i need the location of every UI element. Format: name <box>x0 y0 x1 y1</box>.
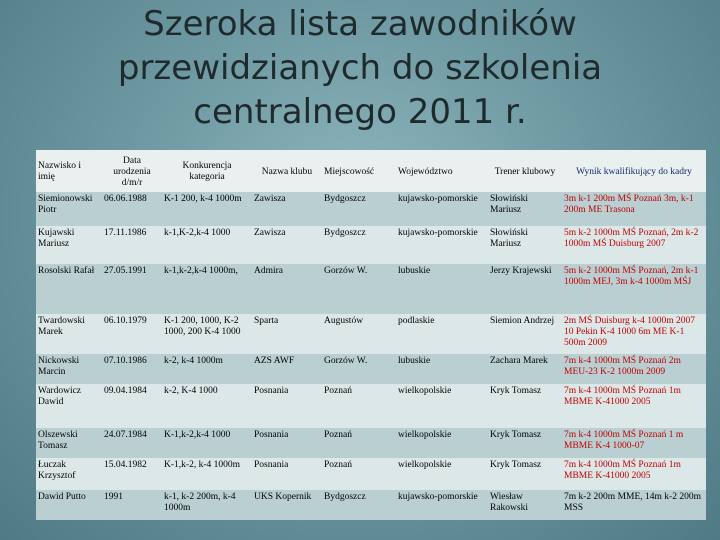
cell-result: 7m k-4 1000m MŚ Poznań 2m MEU-23 K-2 1000m 2009 <box>562 354 706 384</box>
cell-birth: 06.10.1979 <box>102 314 162 354</box>
cell-name: Nickowski Marcin <box>36 354 102 384</box>
cell-name: Siemionowski Piotr <box>36 192 102 226</box>
header-category: Konkurencja kategoria <box>162 150 252 192</box>
cell-coach: Kryk Tomasz <box>488 458 562 490</box>
cell-club: UKS Kopernik <box>252 490 322 520</box>
cell-coach: Zachara Marek <box>488 354 562 384</box>
cell-category: k-1,K-2,k-4 1000 <box>162 226 252 264</box>
header-birth: Data urodzenia d/m/r <box>102 150 162 192</box>
cell-region: lubuskie <box>396 264 488 314</box>
athletes-table-container <box>36 150 706 520</box>
cell-coach: Jerzy Krajewski <box>488 264 562 314</box>
cell-result: 7m k-4 1000m MŚ Poznań 1 m MBME K-4 1000-07 <box>562 428 706 458</box>
cell-club: Sparta <box>252 314 322 354</box>
cell-town: Bydgoszcz <box>322 490 396 520</box>
table-row <box>36 226 706 264</box>
cell-club: Posnania <box>252 428 322 458</box>
cell-coach: Kryk Tomasz <box>488 384 562 428</box>
header-region: Województwo <box>396 150 488 192</box>
cell-club: Admira <box>252 264 322 314</box>
cell-region: lubuskie <box>396 354 488 384</box>
cell-name: Wardowicz Dawid <box>36 384 102 428</box>
cell-category: k-1,k-2,k-4 1000m, <box>162 264 252 314</box>
cell-birth: 15.04.1982 <box>102 458 162 490</box>
cell-name: Kujawski Mariusz <box>36 226 102 264</box>
cell-birth: 17.11.1986 <box>102 226 162 264</box>
cell-category: k-2, k-4 1000m <box>162 354 252 384</box>
cell-coach: Kryk Tomasz <box>488 428 562 458</box>
cell-coach: Słowiński Mariusz <box>488 226 562 264</box>
header-name: Nazwisko i imię <box>36 150 102 192</box>
cell-name: Dawid Putto <box>36 490 102 520</box>
cell-coach: Słowiński Mariusz <box>488 192 562 226</box>
cell-category: K-1,k-2,k-4 1000 <box>162 428 252 458</box>
cell-coach: Wiesław Rakowski <box>488 490 562 520</box>
cell-name: Rosolski Rafał <box>36 264 102 314</box>
cell-club: Zawisza <box>252 192 322 226</box>
cell-birth: 27.05.1991 <box>102 264 162 314</box>
cell-town: Poznań <box>322 428 396 458</box>
cell-category: K-1 200, k-4 1000m <box>162 192 252 226</box>
table-row <box>36 314 706 354</box>
table-header-row <box>36 150 706 192</box>
cell-birth: 06.06.1988 <box>102 192 162 226</box>
cell-birth: 24.07.1984 <box>102 428 162 458</box>
table-row <box>36 384 706 428</box>
table-row <box>36 428 706 458</box>
cell-town: Gorzów W. <box>322 264 396 314</box>
cell-club: AZS AWF <box>252 354 322 384</box>
cell-name: Łuczak Krzysztof <box>36 458 102 490</box>
header-coach: Trener klubowy <box>488 150 562 192</box>
cell-birth: 09.04.1984 <box>102 384 162 428</box>
cell-region: wielkopolskie <box>396 384 488 428</box>
cell-town: Bydgoszcz <box>322 226 396 264</box>
cell-result: 5m k-2 1000m MŚ Poznań, 2m k-2 1000m MŚ Duisburg 2007 <box>562 226 706 264</box>
cell-birth: 1991 <box>102 490 162 520</box>
cell-category: K-1,k-2, k-4 1000m <box>162 458 252 490</box>
cell-category: K-1 200, 1000, K-2 1000, 200 K-4 1000 <box>162 314 252 354</box>
cell-region: podlaskie <box>396 314 488 354</box>
cell-region: wielkopolskie <box>396 458 488 490</box>
table-row <box>36 192 706 226</box>
cell-category: k-1, k-2 200m, k-4 1000m <box>162 490 252 520</box>
cell-town: Poznań <box>322 384 396 428</box>
cell-region: kujawsko-pomorskie <box>396 192 488 226</box>
cell-result: 7m k-2 200m MME, 14m k-2 200m MSS <box>562 490 706 520</box>
cell-region: kujawsko-pomorskie <box>396 490 488 520</box>
cell-town: Gorzów W. <box>322 354 396 384</box>
table-row <box>36 264 706 314</box>
cell-result: 5m k-2 1000m MŚ Poznań, 2m k-1 1000m MEJ, 3m k-4 1000m MŚJ <box>562 264 706 314</box>
cell-region: wielkopolskie <box>396 428 488 458</box>
cell-region: kujawsko-pomorskie <box>396 226 488 264</box>
header-result: Wynik kwalifikujący do kadry <box>562 150 706 192</box>
cell-result: 7m k-4 1000m MŚ Poznań 1m MBME K-41000 2005 <box>562 384 706 428</box>
table-row <box>36 490 706 520</box>
cell-category: k-2, K-4 1000 <box>162 384 252 428</box>
cell-name: Olszewski Tomasz <box>36 428 102 458</box>
table-row <box>36 354 706 384</box>
header-town: Miejscowość <box>322 150 396 192</box>
header-club: Nazwa klubu <box>252 150 322 192</box>
cell-birth: 07.10.1986 <box>102 354 162 384</box>
cell-town: Poznań <box>322 458 396 490</box>
cell-club: Zawisza <box>252 226 322 264</box>
cell-result: 2m MŚ Duisburg k-4 1000m 2007 10 Pekin K-4 1000 6m ME K-1 500m 2009 <box>562 314 706 354</box>
cell-result: 7m k-4 1000m MŚ Poznań 1m MBME K-41000 2005 <box>562 458 706 490</box>
cell-town: Augustów <box>322 314 396 354</box>
athletes-table <box>36 150 706 520</box>
cell-club: Posnania <box>252 458 322 490</box>
cell-name: Twardowski Marek <box>36 314 102 354</box>
table-row <box>36 458 706 490</box>
cell-result: 3m k-1 200m MŚ Poznań 3m, k-1 200m ME Trasona <box>562 192 706 226</box>
cell-town: Bydgoszcz <box>322 192 396 226</box>
cell-club: Posnania <box>252 384 322 428</box>
slide-title: Szeroka lista zawodników przewidzianych do szkolenia centralnego 2011 r. <box>117 4 603 132</box>
cell-coach: Siemion Andrzej <box>488 314 562 354</box>
